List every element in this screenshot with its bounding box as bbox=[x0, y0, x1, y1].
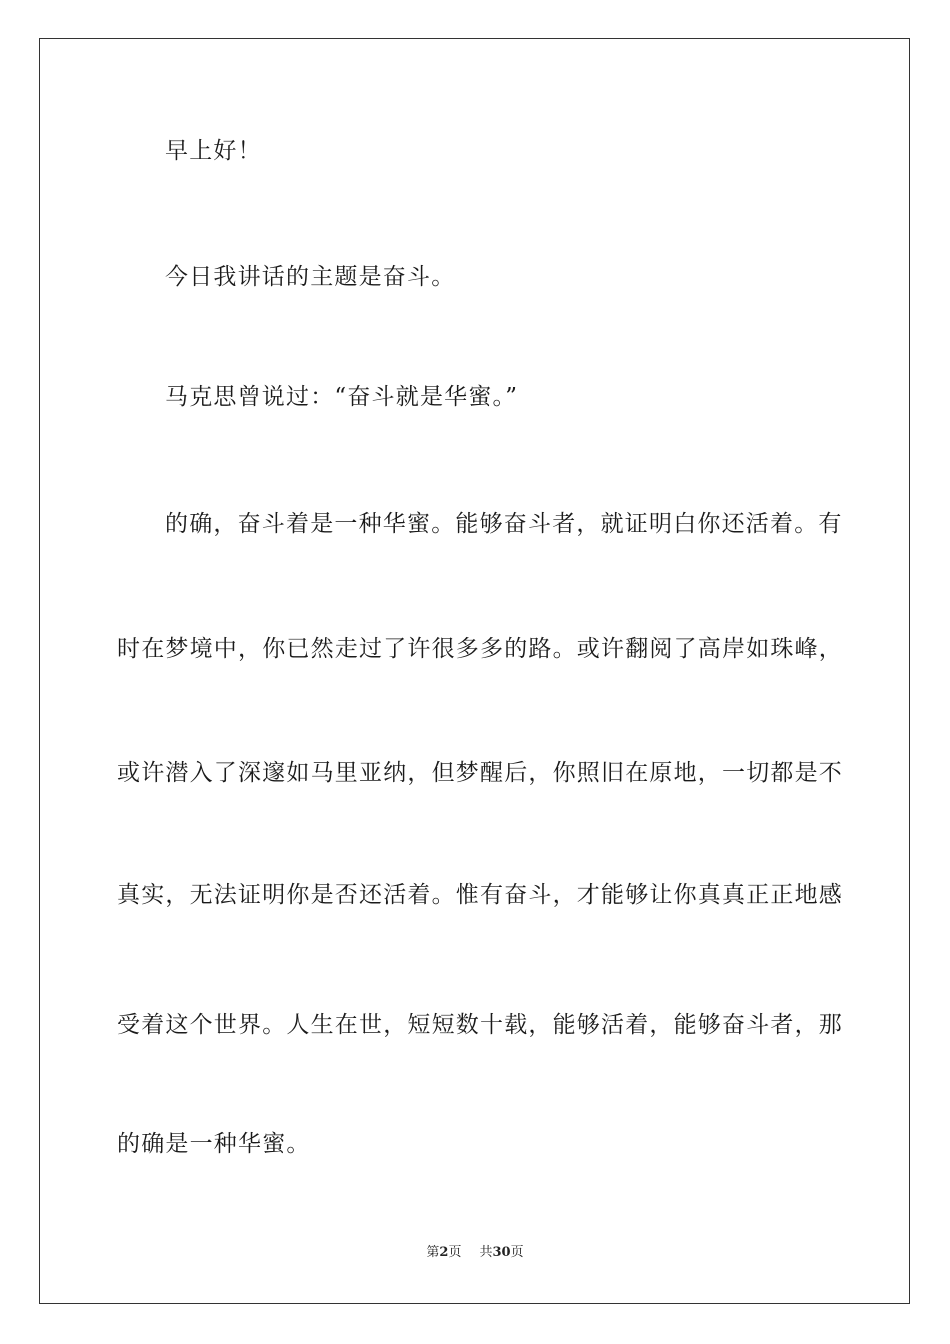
body-line-3: 或许潜入了深邃如马里亚纳，但梦醒后，你照旧在原地，一切都是不 bbox=[117, 760, 843, 786]
page-footer bbox=[0, 1244, 950, 1262]
greeting-paragraph: 早上好！ bbox=[165, 138, 262, 164]
body-line-2: 时在梦境中，你已然走过了许很多多的路。或许翻阅了高岸如珠峰， bbox=[117, 636, 843, 662]
body-line-6: 的确是一种华蜜。 bbox=[117, 1131, 311, 1157]
page-suffix: 页 bbox=[448, 1245, 462, 1260]
topic-paragraph: 今日我讲话的主题是奋斗。 bbox=[165, 264, 456, 290]
page-border bbox=[39, 38, 910, 1304]
body-line-4: 真实，无法证明你是否还活着。惟有奋斗，才能够让你真真正正地感 bbox=[117, 882, 843, 908]
body-line-1: 的确，奋斗着是一种华蜜。能够奋斗者，就证明白你还活着。有 bbox=[165, 511, 843, 537]
total-pages: 30 bbox=[492, 1245, 511, 1260]
total-prefix: 共 bbox=[479, 1245, 493, 1260]
body-line-5: 受着这个世界。人生在世，短短数十载，能够活着，能够奋斗者，那 bbox=[117, 1012, 843, 1038]
quote-paragraph: 马克思曾说过：“奋斗就是华蜜。” bbox=[165, 384, 519, 410]
page-prefix: 第 bbox=[426, 1245, 440, 1260]
page-number: 2 bbox=[439, 1245, 449, 1260]
total-suffix: 页 bbox=[510, 1245, 524, 1260]
